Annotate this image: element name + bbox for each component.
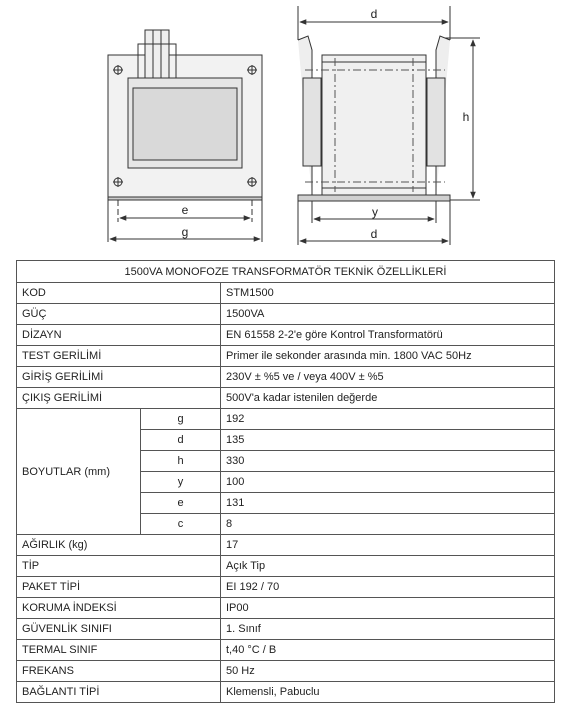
table-row [17, 409, 555, 430]
spec-label: KORUMA İNDEKSİ [17, 598, 221, 619]
dimension-value: 330 [221, 451, 555, 472]
specifications-table [16, 260, 555, 703]
dimension-key: h [141, 451, 221, 472]
table-row [17, 367, 555, 388]
spec-value: 1500VA [221, 304, 555, 325]
table-row [17, 619, 555, 640]
spec-value: STM1500 [221, 283, 555, 304]
table-row [17, 283, 555, 304]
spec-value: IP00 [221, 598, 555, 619]
dimension-value: 135 [221, 430, 555, 451]
spec-label: FREKANS [17, 661, 221, 682]
spec-label: TERMAL SINIF [17, 640, 221, 661]
spec-label: PAKET TİPİ [17, 577, 221, 598]
spec-label: AĞIRLIK (kg) [17, 535, 221, 556]
table-row [17, 346, 555, 367]
spec-value: EN 61558 2-2'e göre Kontrol Transformatörü [221, 325, 555, 346]
table-row [17, 304, 555, 325]
spec-value: 230V ± %5 ve / veya 400V ± %5 [221, 367, 555, 388]
spec-value: 500V'a kadar istenilen değerde [221, 388, 555, 409]
table-row [17, 640, 555, 661]
spec-value: Primer ile sekonder arasında min. 1800 VAC 50Hz [221, 346, 555, 367]
spec-label: GİRİŞ GERİLİMİ [17, 367, 221, 388]
dimension-value: 192 [221, 409, 555, 430]
spec-value: 1. Sınıf [221, 619, 555, 640]
table-title-row [17, 261, 555, 283]
spec-label: GÜVENLİK SINIFI [17, 619, 221, 640]
dimension-label-h: h [462, 110, 470, 124]
table-row [17, 535, 555, 556]
dimension-key: y [141, 472, 221, 493]
dimension-label-y: y [372, 205, 378, 219]
spec-value: Açık Tip [221, 556, 555, 577]
table-row [17, 556, 555, 577]
spec-value: 17 [221, 535, 555, 556]
spec-value: 50 Hz [221, 661, 555, 682]
spec-label: BAĞLANTI TİPİ [17, 682, 221, 703]
table-title: 1500VA MONOFOZE TRANSFORMATÖR TEKNİK ÖZELLİKLERİ [17, 261, 555, 283]
dimension-label-e: e [181, 203, 189, 217]
spec-value: EI 192 / 70 [221, 577, 555, 598]
dimension-value: 8 [221, 514, 555, 535]
dimension-key: d [141, 430, 221, 451]
dimension-value: 100 [221, 472, 555, 493]
table-row [17, 325, 555, 346]
table-row [17, 682, 555, 703]
spec-value: t,40 °C / B [221, 640, 555, 661]
side-view [298, 6, 480, 245]
dimension-key: e [141, 493, 221, 514]
dimension-key: c [141, 514, 221, 535]
spec-label: TİP [17, 556, 221, 577]
table-row [17, 661, 555, 682]
dimension-label-d-bottom: d [370, 227, 378, 241]
spec-label: TEST GERİLİMİ [17, 346, 221, 367]
dimension-key: g [141, 409, 221, 430]
dimension-label-g: g [181, 225, 189, 239]
table-row [17, 598, 555, 619]
dimension-value: 131 [221, 493, 555, 514]
transformer-technical-drawing [0, 0, 570, 258]
spec-value: Klemensli, Pabuclu [221, 682, 555, 703]
spec-label: GÜÇ [17, 304, 221, 325]
dimension-label-d-top: d [370, 7, 378, 21]
dimensions-group-label: BOYUTLAR (mm) [17, 409, 141, 535]
table-row [17, 577, 555, 598]
spec-label: KOD [17, 283, 221, 304]
table-row [17, 388, 555, 409]
spec-label: DİZAYN [17, 325, 221, 346]
spec-label: ÇIKIŞ GERİLİMİ [17, 388, 221, 409]
